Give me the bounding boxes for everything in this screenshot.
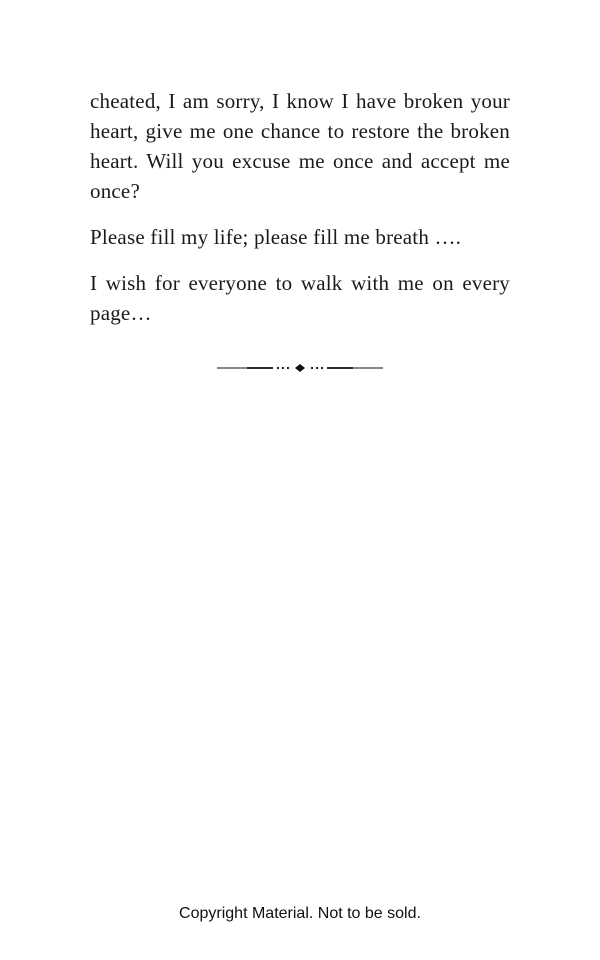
body-text <box>90 86 510 344</box>
copyright-notice: Copyright Material. Not to be sold. <box>179 905 421 922</box>
paragraph-walk-with-me: I wish for everyone to walk with me on every page… <box>90 271 510 325</box>
section-divider-ornament-icon <box>217 361 383 375</box>
paragraph-apology: cheated, I am sorry, I know I have broken your heart, give me one chance to restore the broken heart. Will you excuse me once and accept me once? <box>90 89 510 203</box>
paragraph-fill-my-life: Please fill my life; please fill me breath …. <box>90 225 462 249</box>
